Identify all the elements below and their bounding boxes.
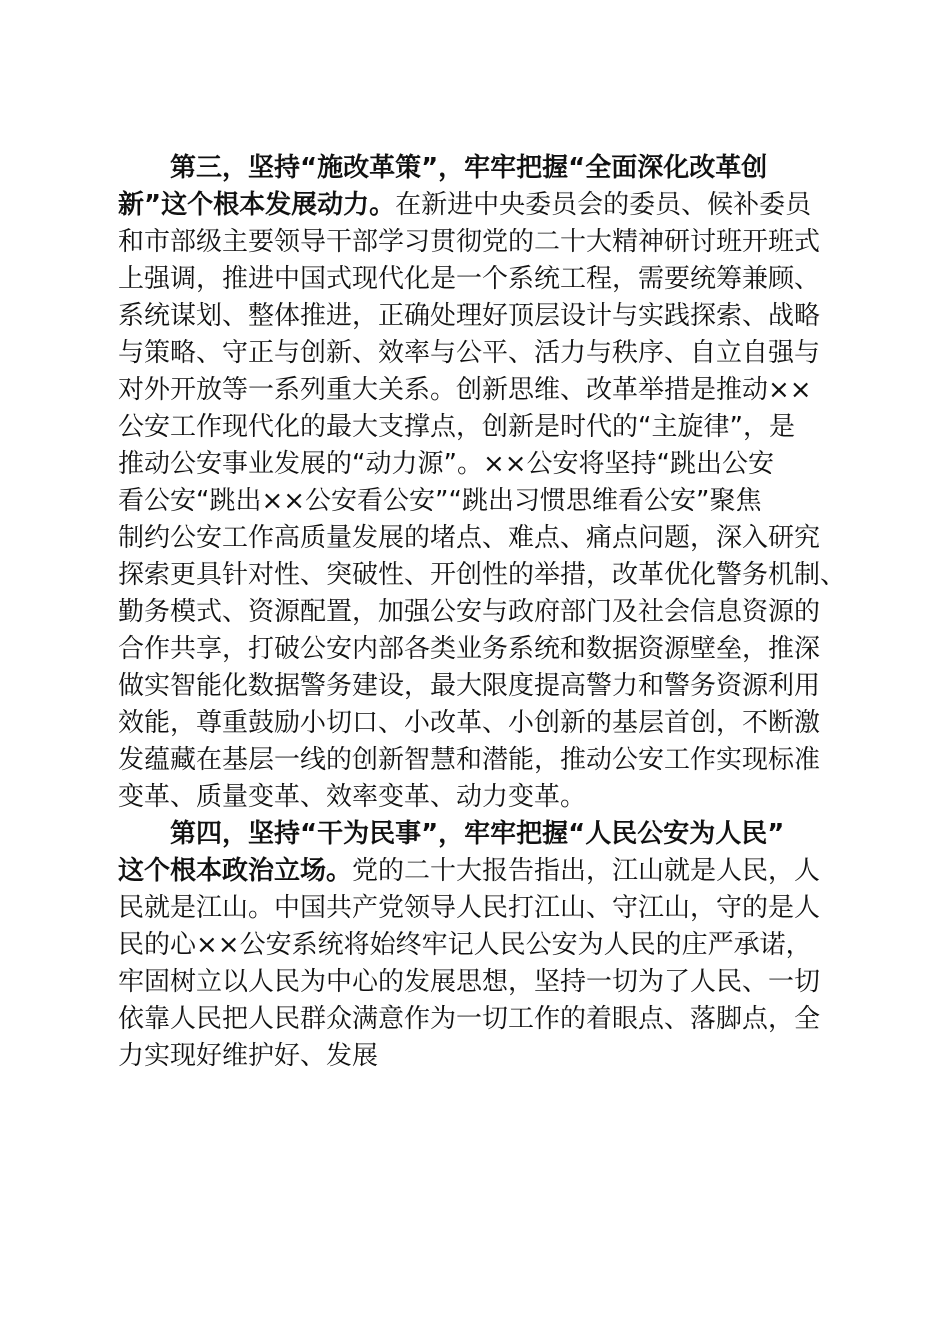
paragraph-4-heading: 第四，坚持“干为民事”，牢牢把握“人民公安为人民” — [170, 819, 785, 849]
paragraph-3-text: 与策略、守正与创新、效率与公平、活力与秩序、自立自强与 — [118, 338, 821, 368]
paragraph-3-heading: 第三，坚持“施改革策”，牢牢把握“全面深化改革创 — [170, 153, 768, 183]
paragraph-3-line-4 — [118, 261, 820, 297]
paragraph-3-text: 对外开放等一系列重大关系。创新思维、改革举措是推动×× — [118, 375, 812, 405]
paragraph-4-text: 力实现好维护好、发展 — [118, 1041, 379, 1071]
paragraph-3-line-2 — [118, 187, 811, 223]
paragraph-3-line-14 — [118, 631, 820, 667]
paragraph-4-line-6 — [118, 1001, 820, 1037]
paragraph-3-line-9 — [118, 446, 774, 482]
paragraph-3-text: 和市部级主要领导干部学习贯彻党的二十大精神研讨班开班式 — [118, 227, 821, 257]
paragraph-4-heading-cont: 这个根本政治立场。 — [118, 856, 353, 886]
paragraph-3-text: 上强调，推进中国式现代化是一个系统工程，需要统筹兼顾、 — [118, 264, 821, 294]
paragraph-3-text: 做实智能化数据警务建设，最大限度提高警力和警务资源利用 — [118, 671, 821, 701]
paragraph-4-text: 民的心××公安系统将始终牢记人民公安为人民的庄严承诺， — [118, 930, 812, 960]
paragraph-4-line-5 — [118, 964, 820, 1000]
paragraph-4-text: 依靠人民把人民群众满意作为一切工作的着眼点、落脚点，全 — [118, 1004, 821, 1034]
paragraph-3-line-8 — [118, 409, 795, 445]
paragraph-3-line-16 — [118, 705, 820, 741]
paragraph-3-text: 变革、质量变革、效率变革、动力变革。 — [118, 782, 587, 812]
paragraph-3-line-10 — [118, 483, 761, 519]
paragraph-3-line-3 — [118, 224, 820, 260]
paragraph-4-line-3 — [118, 890, 820, 926]
paragraph-4-text: 牢固树立以人民为中心的发展思想，坚持一切为了人民、一切 — [118, 967, 821, 997]
paragraph-4-text: 党的二十大报告指出，江山就是人民，人 — [352, 856, 821, 886]
paragraph-3-line-15 — [118, 668, 820, 704]
paragraph-3-line-12 — [118, 557, 846, 593]
paragraph-3-text: 系统谋划、整体推进，正确处理好顶层设计与实践探索、战略 — [118, 301, 821, 331]
paragraph-3-text: 公安工作现代化的最大支撑点，创新是时代的“主旋律”，是 — [118, 412, 795, 442]
paragraph-4-line-1 — [170, 816, 784, 852]
paragraph-3-line-17 — [118, 742, 820, 778]
paragraph-3-text: 勤务模式、资源配置，加强公安与政府部门及社会信息资源的 — [118, 597, 821, 627]
paragraph-4-line-2 — [118, 853, 820, 889]
paragraph-3-line-1 — [170, 150, 767, 186]
paragraph-4-line-7 — [118, 1038, 378, 1074]
paragraph-3-line-11 — [118, 520, 820, 556]
paragraph-4-text: 民就是江山。中国共产党领导人民打江山、守江山，守的是人 — [118, 893, 821, 923]
paragraph-3-line-13 — [118, 594, 820, 630]
paragraph-3-text: 发蕴藏在基层一线的创新智慧和潜能，推动公安工作实现标准 — [118, 745, 821, 775]
paragraph-3-heading-cont: 新”这个根本发展动力。 — [118, 190, 396, 220]
paragraph-3-text: 制约公安工作高质量发展的堵点、难点、痛点问题，深入研究 — [118, 523, 821, 553]
paragraph-3-line-6 — [118, 335, 820, 371]
paragraph-3-line-18 — [118, 779, 586, 815]
paragraph-3-line-5 — [118, 298, 820, 334]
paragraph-3-text: 推动公安事业发展的“动力源”。××公安将坚持“跳出公安 — [118, 449, 774, 479]
paragraph-3-text: 在新进中央委员会的委员、候补委员 — [395, 190, 812, 220]
paragraph-3-text: 看公安“跳出××公安看公安”“跳出习惯思维看公安”聚焦 — [118, 486, 762, 516]
paragraph-3-text: 探索更具针对性、突破性、开创性的举措，改革优化警务机制、 — [118, 560, 847, 590]
paragraph-4-line-4 — [118, 927, 812, 963]
paragraph-3-line-7 — [118, 372, 812, 408]
paragraph-3-text: 效能，尊重鼓励小切口、小改革、小创新的基层首创，不断激 — [118, 708, 821, 738]
paragraph-3-text: 合作共享，打破公安内部各类业务系统和数据资源壁垒，推深 — [118, 634, 821, 664]
